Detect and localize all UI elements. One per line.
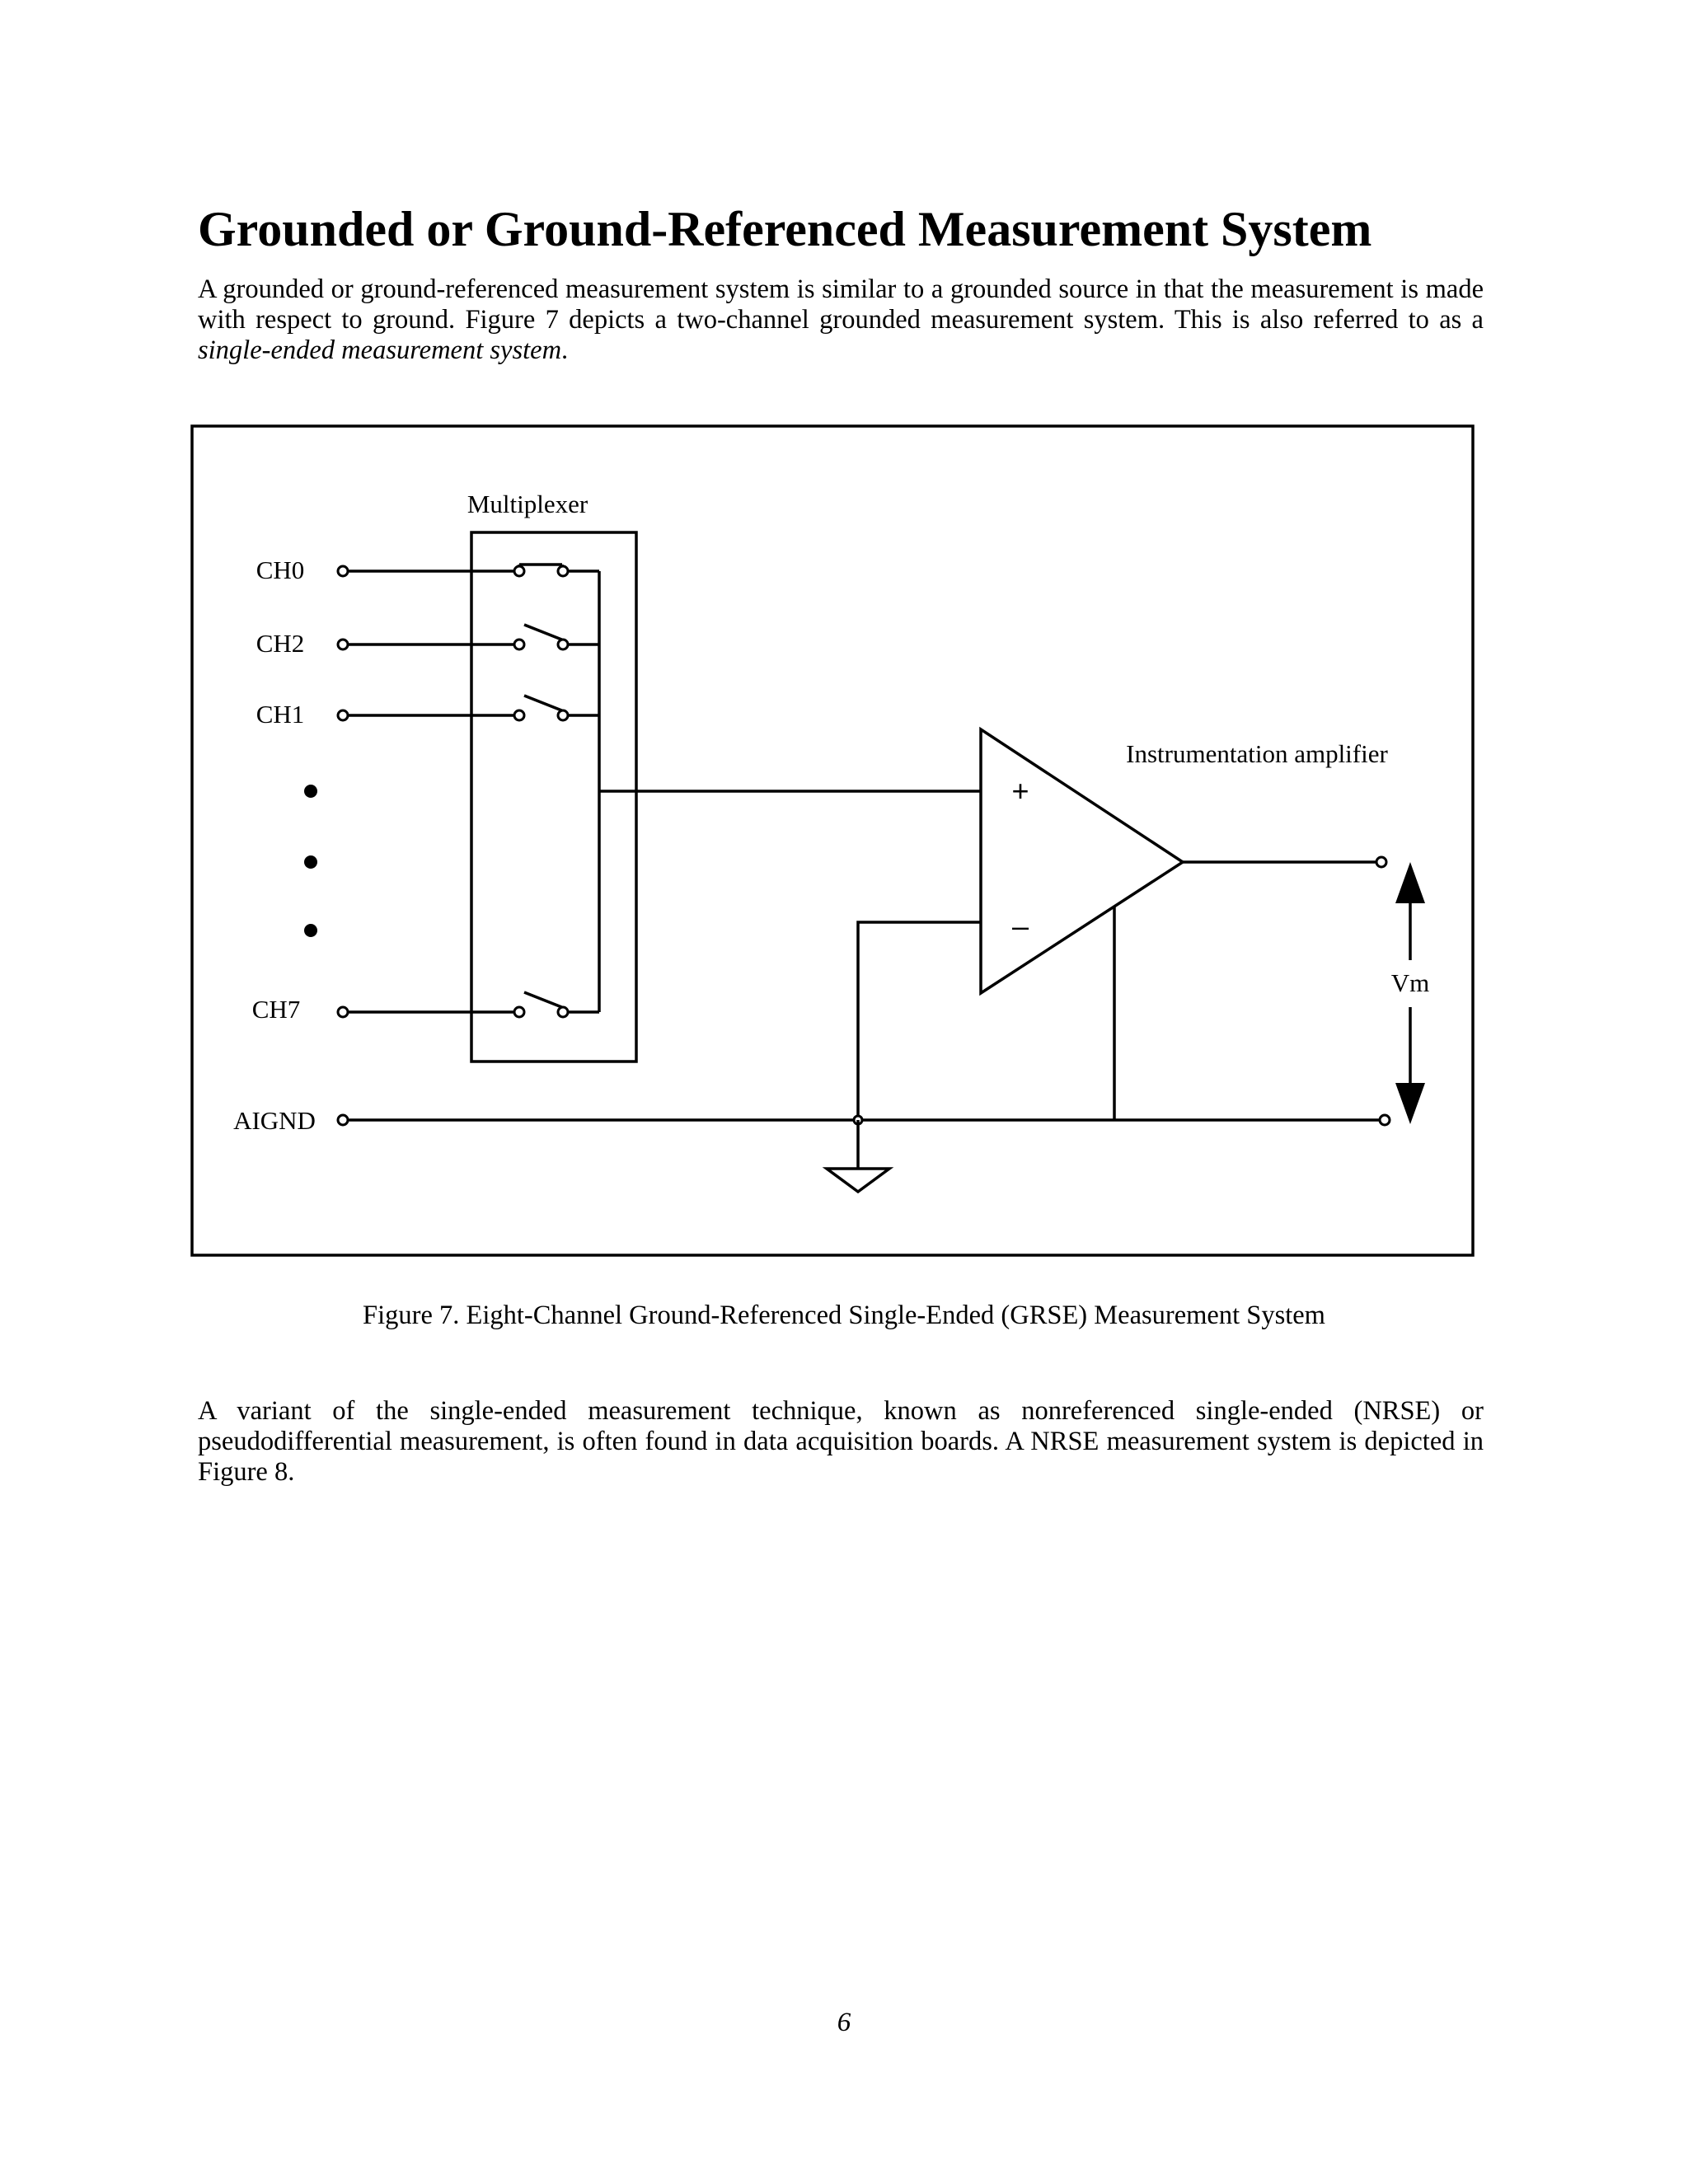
ground-output-terminal — [1380, 1115, 1390, 1125]
channel-label-ch2: CH2 — [256, 629, 305, 658]
plus-input-sign: + — [1011, 774, 1029, 808]
output-terminal — [1376, 857, 1386, 867]
multiplexer-box — [471, 532, 636, 1062]
channel-label-ch7: CH7 — [251, 995, 301, 1024]
vm-arrow-up-icon — [1395, 862, 1425, 903]
multiplexer-label: Multiplexer — [467, 490, 588, 518]
aignd-terminal — [338, 1115, 348, 1125]
figure-caption: Figure 7. Eight-Channel Ground-Referenced Single-Ended (GRSE) Measurement System — [363, 1301, 1325, 1330]
ground-label: AIGND — [233, 1106, 316, 1135]
channel-ch0-line — [338, 565, 599, 576]
page-number: 6 — [837, 2008, 851, 2037]
vm-label: Vm — [1390, 968, 1430, 997]
figure-frame — [192, 426, 1473, 1255]
instrumentation-amplifier — [981, 729, 1183, 993]
intro-emphasis: single-ended measurement system — [198, 335, 562, 365]
vm-arrow-down-icon — [1395, 1083, 1425, 1124]
amplifier-label: Instrumentation amplifier — [1126, 739, 1388, 768]
channel-ch7-line — [338, 992, 599, 1017]
ellipsis-dot — [304, 785, 317, 798]
section-heading: Grounded or Ground-Referenced Measurement System — [198, 202, 1372, 256]
ground-symbol-icon — [827, 1169, 889, 1192]
ellipsis-dot — [304, 924, 317, 937]
nrse-paragraph: A variant of the single-ended measurement technique, known as nonreferenced single-ended (NRSE) or pseudodifferential measurement, is often found in data acquisition boards. A NRSE measurement system is depicted in Figure 8. — [198, 1396, 1484, 1487]
channel-label-ch0: CH0 — [256, 555, 305, 584]
channel-ch2-line — [338, 625, 599, 649]
minus-input-wire — [858, 922, 981, 1120]
ellipsis-dot — [304, 855, 317, 869]
intro-end: . — [561, 335, 569, 365]
channel-ch1-line — [338, 696, 599, 720]
channel-label-ch1: CH1 — [256, 700, 305, 729]
intro-text: A grounded or ground-referenced measurement system is similar to a grounded source in that the measurement is made with respect to ground. Figure 7 depicts a two-channel grounded measurement system. This is also referred to as a — [198, 274, 1484, 335]
minus-input-sign: – — [1011, 909, 1029, 943]
